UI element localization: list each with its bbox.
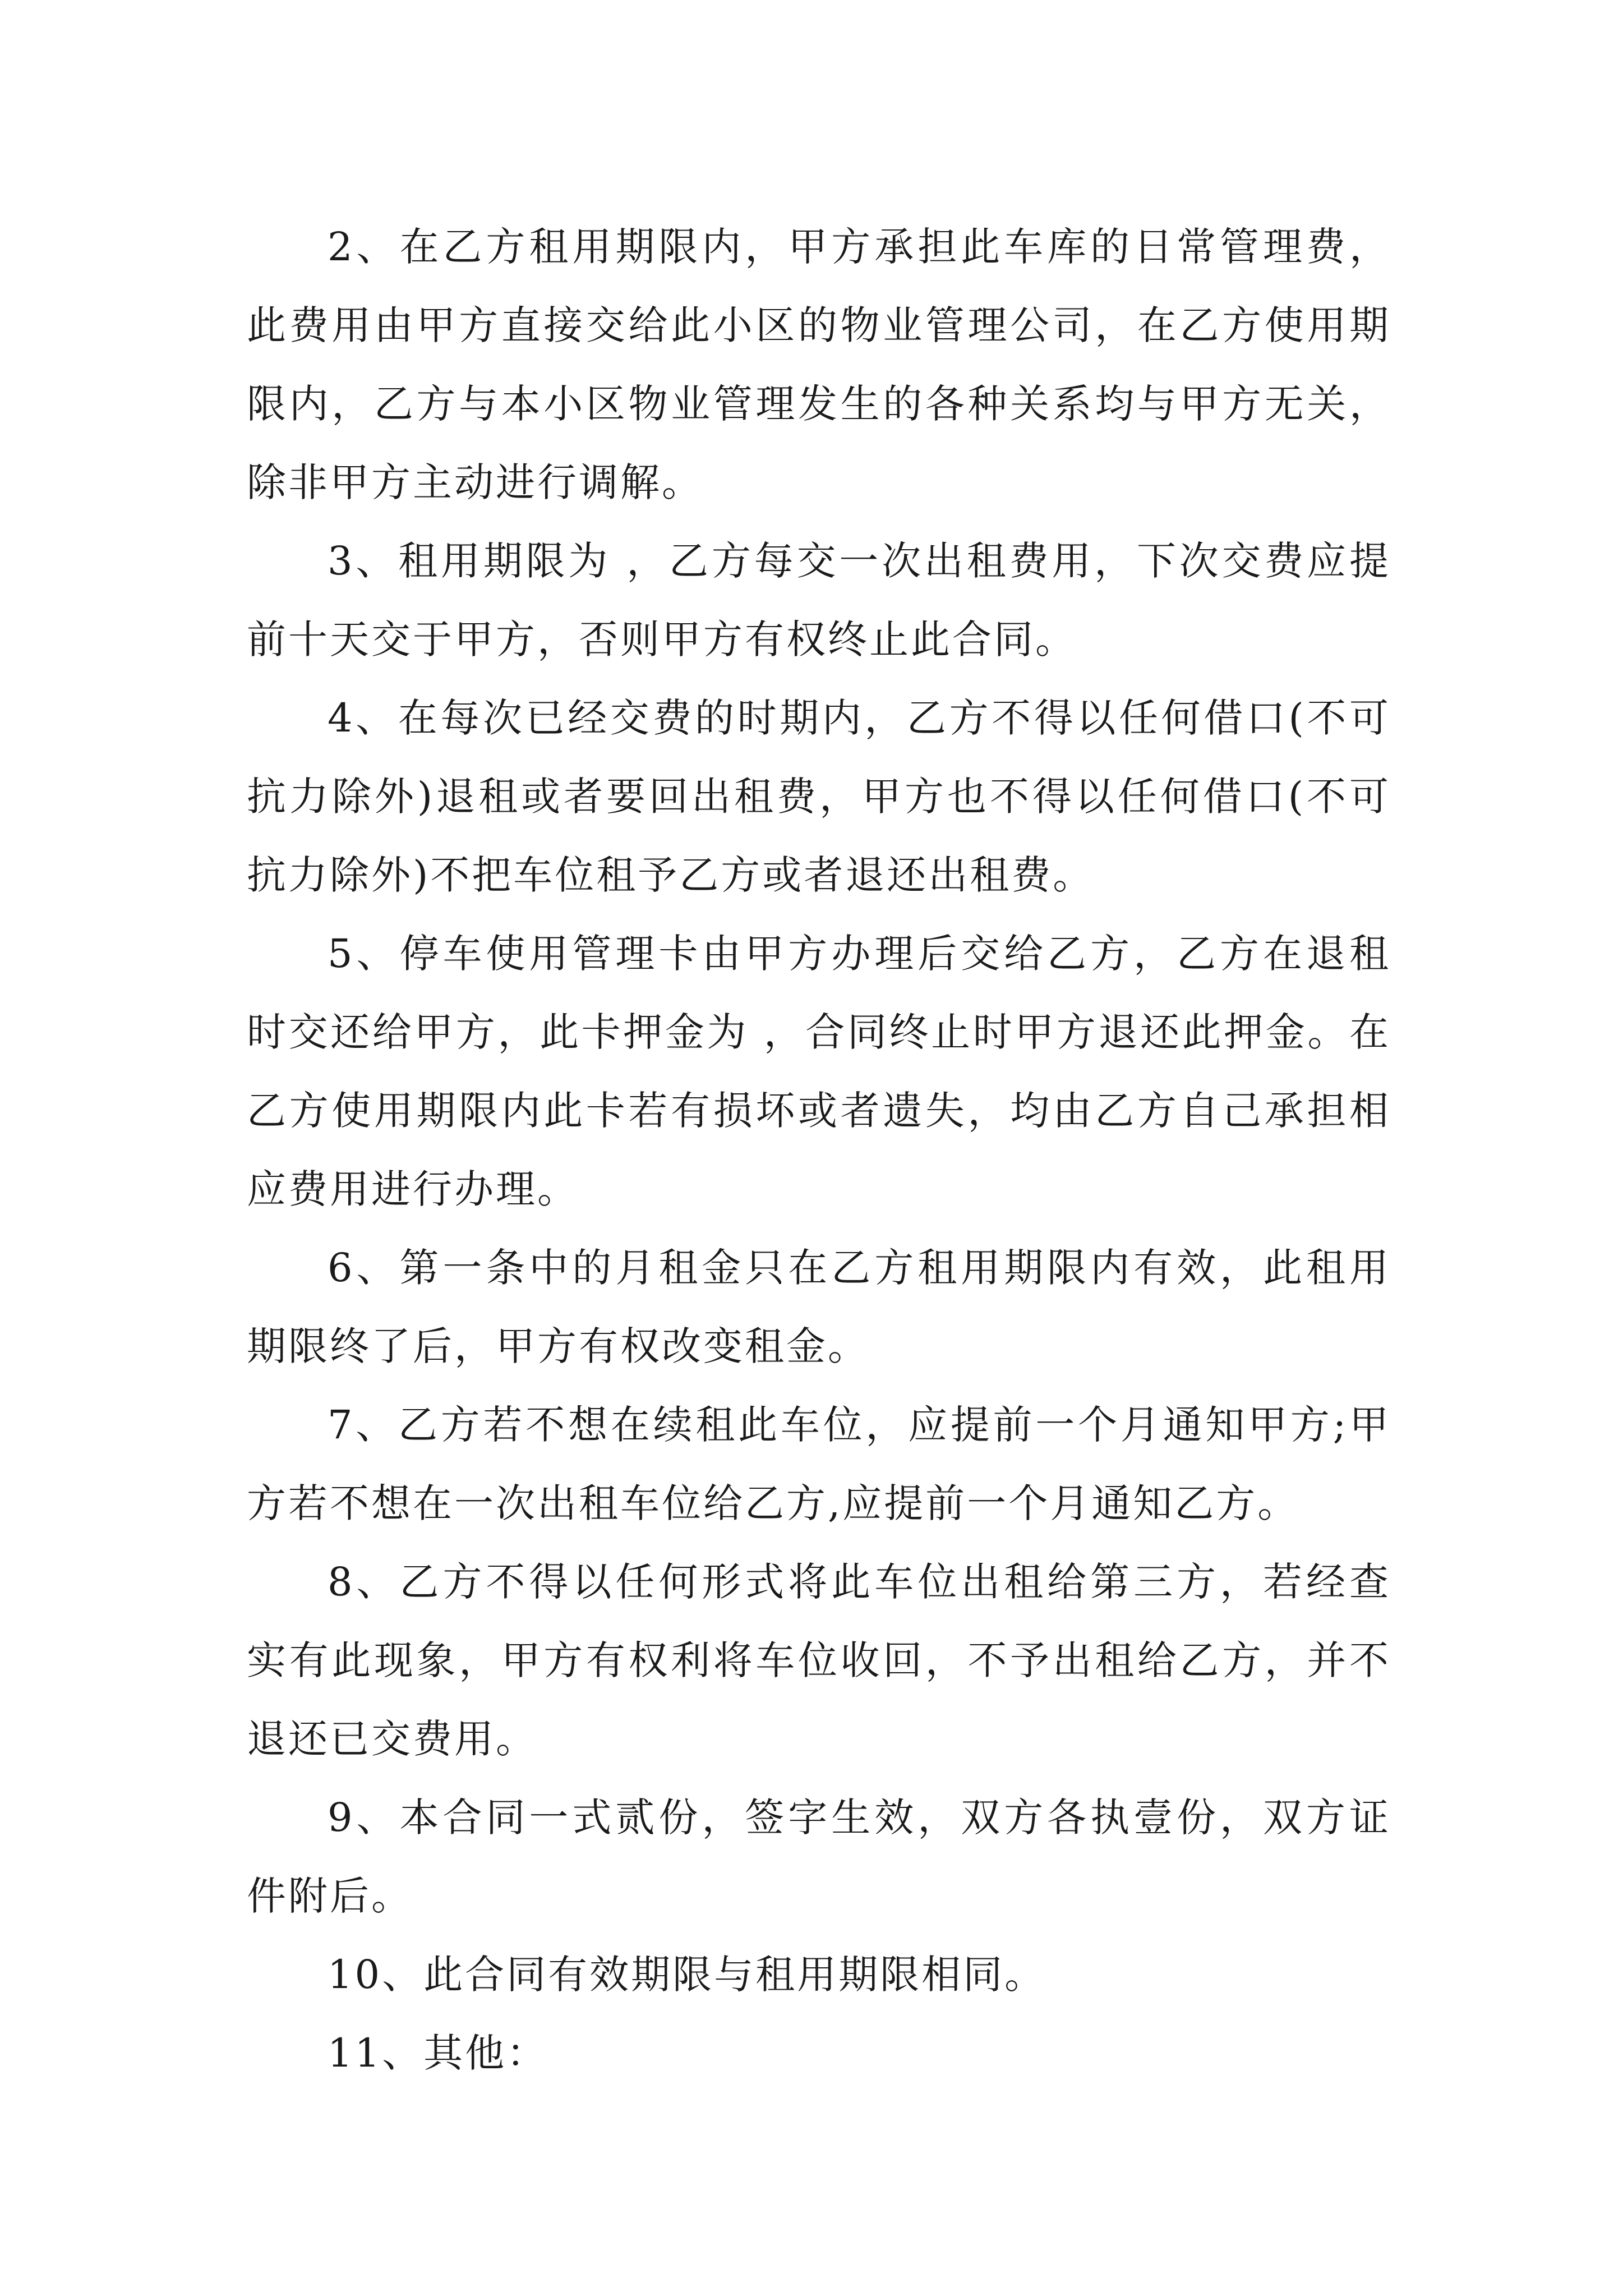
clause-4: 4、在每次已经交费的时期内，乙方不得以任何借口(不可抗力除外)退租或者要回出租费，甲方也不得以任何借口(不可抗力除外)不把车位租予乙方或者退还出租费。 — [247, 695, 1391, 898]
clause-6: 6、第一条中的月租金只在乙方租用期限内有效，此租用期限终了后，甲方有权改变租金。 — [247, 1245, 1391, 1369]
clause-7: 7、乙方若不想在续租此车位，应提前一个月通知甲方;甲方若不想在一次出租车位给乙方,应提前一个月通知乙方。 — [247, 1402, 1391, 1526]
clause-5: 5、停车使用管理卡由甲方办理后交给乙方，乙方在退租时交还给甲方，此卡押金为 ，合同终止时甲方退还此押金。在乙方使用期限内此卡若有损坏或者遗失，均由乙方自己承担相应费用进行办理。 — [247, 931, 1391, 1212]
clause-8: 8、乙方不得以任何形式将此车位出租给第三方，若经查实有此现象，甲方有权利将车位收回，不予出租给乙方，并不退还已交费用。 — [247, 1559, 1391, 1762]
clause-10: 10、此合同有效期限与租用期限相同。 — [328, 1952, 1046, 1998]
clause-9: 9、本合同一式贰份，签字生效，双方各执壹份，双方证件附后。 — [247, 1795, 1391, 1919]
clause-3: 3、租用期限为 ，乙方每交一次出租费用，下次交费应提前十天交于甲方，否则甲方有权终止此合同。 — [247, 538, 1391, 662]
clause-2: 2、在乙方租用期限内，甲方承担此车库的日常管理费，此费用由甲方直接交给此小区的物业管理公司，在乙方使用期限内，乙方与本小区物业管理发生的各种关系均与甲方无关，除非甲方主动进行调解。 — [247, 224, 1391, 505]
clause-11: 11、其他： — [328, 2030, 548, 2076]
document-page — [247, 208, 1391, 2092]
